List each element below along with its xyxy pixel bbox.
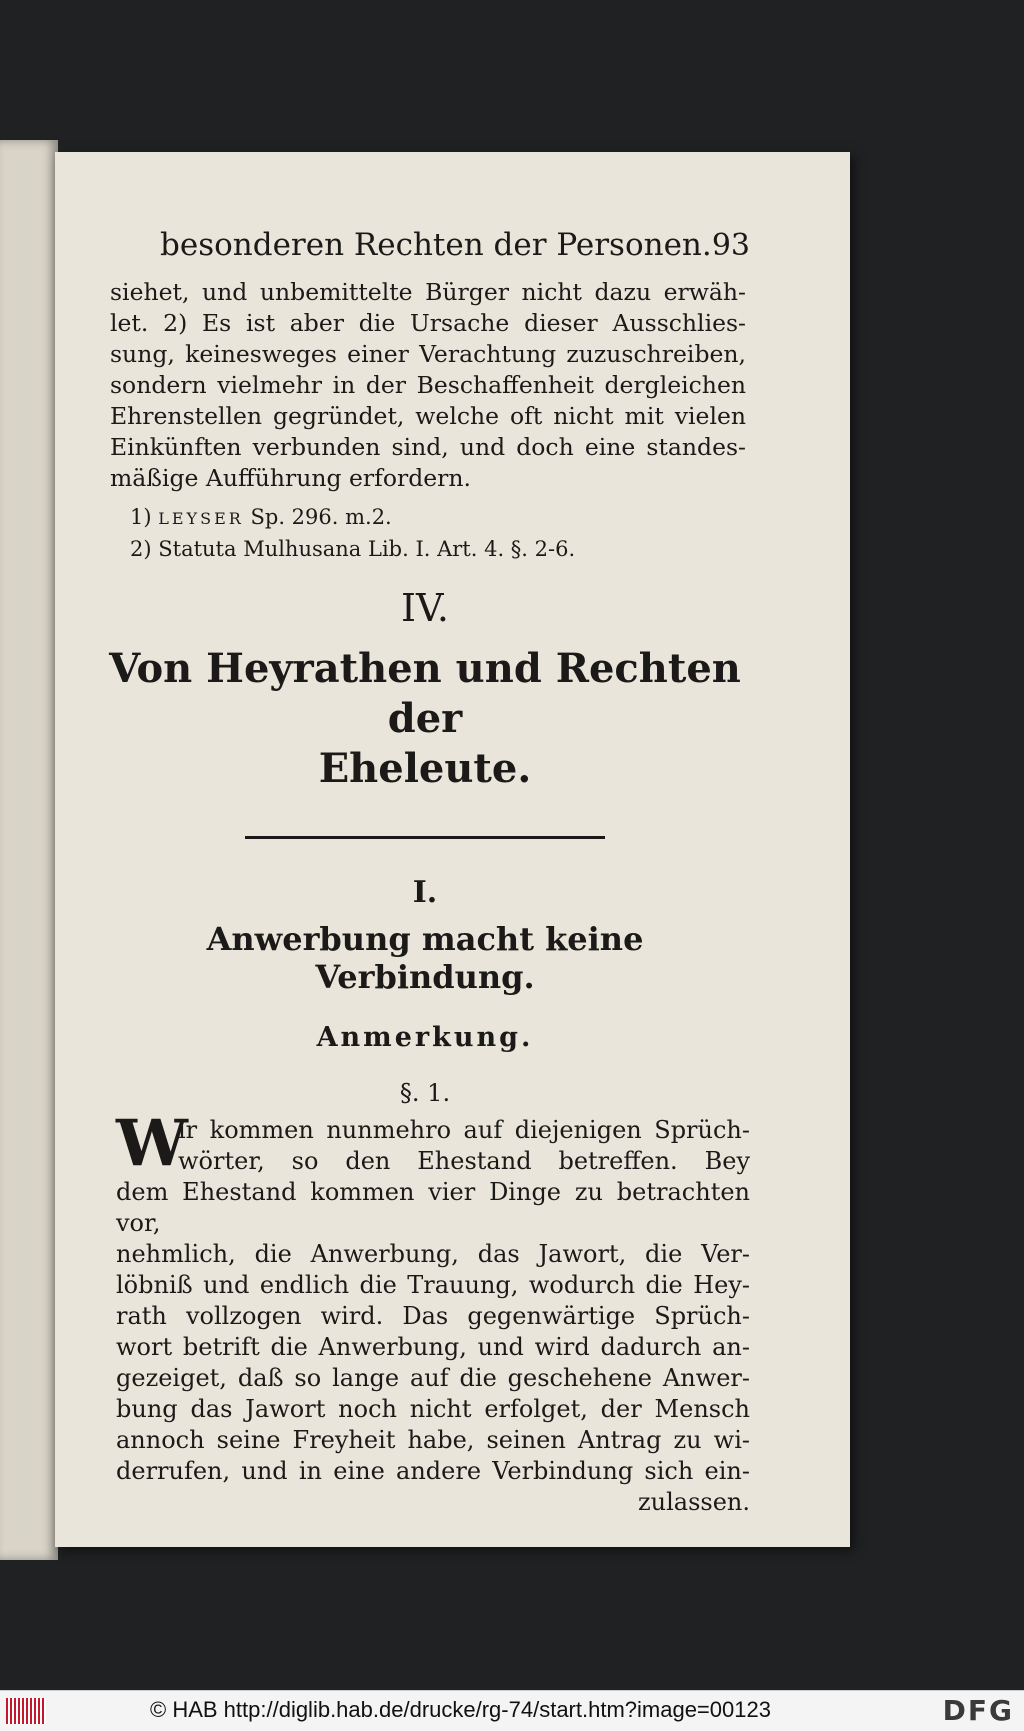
paragraph-main bbox=[116, 1106, 750, 1518]
remark-heading: Anmerkung. bbox=[316, 1022, 534, 1053]
book-page bbox=[55, 152, 850, 1547]
text-line: wörter, so den Ehestand betreffen. Bey bbox=[178, 1147, 750, 1175]
drop-cap: W bbox=[116, 1106, 188, 1181]
text-line: wort betrift die Anwerbung, und wird dadurch an- bbox=[116, 1333, 750, 1361]
paragraph-continued bbox=[110, 277, 746, 494]
text-line: siehet, und unbemittelte Bürger nicht dazu erwäh- bbox=[110, 278, 746, 306]
text-line: löbniß und endlich die Trauung, wodurch die Hey- bbox=[116, 1271, 750, 1299]
text-line: gezeiget, daß so lange auf die geschehene Anwer- bbox=[116, 1364, 750, 1392]
source-credit-link[interactable]: © HAB http://diglib.hab.de/drucke/rg-74/start.htm?image=00123 bbox=[150, 1697, 771, 1722]
text-line: ir kommen nunmehro auf diejenigen Sprüch- bbox=[178, 1116, 750, 1144]
text-line: sung, keinesweges einer Verachtung zuzuschreiben, bbox=[110, 340, 746, 368]
text-line: Ehrenstellen gegründet, welche oft nicht mit vielen bbox=[110, 402, 746, 430]
text-line: mäßige Aufführung erfordern. bbox=[110, 464, 472, 492]
page-number: 93 bbox=[711, 228, 750, 263]
page-content bbox=[100, 227, 750, 1518]
section-title: Anwerbung macht keine Verbindung. bbox=[206, 920, 644, 996]
dfg-logo: DFG bbox=[942, 1694, 1014, 1727]
chapter-number: IV. bbox=[401, 586, 449, 630]
text-line: dem Ehestand kommen vier Dinge zu betrachten vor, bbox=[116, 1178, 750, 1237]
footnote: 2) Statuta Mulhusana Lib. I. Art. 4. §. 2-6. bbox=[130, 537, 576, 561]
text-line: sondern vielmehr in der Beschaffenheit dergleichen bbox=[110, 371, 746, 399]
footer-bar bbox=[0, 1690, 1024, 1731]
paragraph-number: §. 1. bbox=[399, 1079, 451, 1107]
footnotes bbox=[130, 502, 750, 564]
text-line: bung das Jawort noch nicht erfolget, der Mensch bbox=[116, 1395, 750, 1423]
running-header bbox=[160, 227, 750, 263]
running-head: besonderen Rechten der Personen. bbox=[160, 227, 712, 263]
text-line: derrufen, und in eine andere Verbindung sich ein- bbox=[116, 1457, 750, 1485]
text-line: Einkünften verbunden sind, und doch eine standes- bbox=[110, 433, 746, 461]
text-line: rath vollzogen wird. Das gegenwärtige Sprüch- bbox=[116, 1302, 750, 1330]
library-logo-icon bbox=[6, 1698, 46, 1724]
text-line: annoch seine Freyheit habe, seinen Antrag zu wi- bbox=[116, 1426, 750, 1454]
section-divider bbox=[245, 836, 605, 839]
catchword: zulassen. bbox=[637, 1488, 750, 1516]
chapter-title: Von Heyrathen und Rechten der Eheleute. bbox=[109, 645, 741, 792]
previous-page-edge bbox=[0, 140, 58, 1560]
text-line: nehmlich, die Anwerbung, das Jawort, die Ver- bbox=[116, 1240, 750, 1268]
text-line: let. 2) Es ist aber die Ursache dieser Ausschlies- bbox=[110, 309, 746, 337]
section-number: I. bbox=[412, 875, 438, 910]
footnote: 1) LEYSER Sp. 296. m.2. bbox=[130, 505, 392, 529]
